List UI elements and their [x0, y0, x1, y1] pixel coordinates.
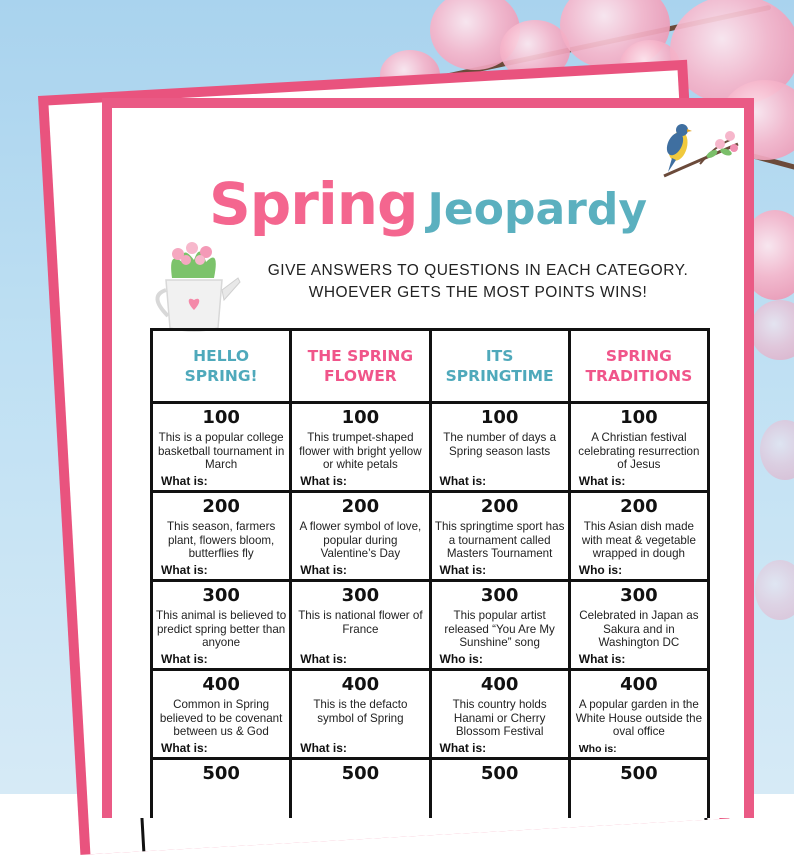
- question-cell: [569, 759, 708, 819]
- question-cell: [152, 670, 291, 759]
- clue-text: A Christian festival celebrating resurrection of Jesus: [578, 431, 700, 471]
- question-row: [152, 670, 709, 759]
- question-cell: [291, 759, 430, 819]
- answer-label: What is:: [439, 741, 487, 755]
- question-cell: [569, 670, 708, 759]
- question-cell: [569, 492, 708, 581]
- question-cell: [430, 581, 569, 670]
- instructions-line-1: GIVE ANSWERS TO QUESTIONS IN EACH CATEGORY.: [267, 262, 689, 279]
- question-cell: [152, 492, 291, 581]
- question-cell: [569, 403, 708, 492]
- point-value: 500: [202, 763, 240, 784]
- point-value: 400: [202, 674, 240, 695]
- clue-text: This animal is believed to predict spring better than anyone: [156, 609, 287, 649]
- clue-text: This is the defacto symbol of Spring: [313, 698, 408, 725]
- question-row: [152, 581, 709, 670]
- answer-label: What is:: [578, 652, 626, 666]
- answer-label: What is:: [439, 563, 487, 577]
- point-value: 500: [480, 763, 519, 784]
- point-value: 200: [480, 496, 519, 517]
- question-row: [152, 759, 709, 819]
- clue-text: This is a popular college basketball tournament in March: [157, 431, 285, 471]
- question-row: [152, 492, 709, 581]
- question-cell: [430, 759, 569, 819]
- worksheet: [102, 98, 754, 818]
- question-cell: [291, 581, 430, 670]
- answer-label: Who is:: [578, 743, 617, 755]
- question-cell: [152, 581, 291, 670]
- clue-text: This popular artist released “You Are My Sunshine” song: [444, 609, 555, 649]
- clue-text: This Asian dish made with meat & vegetable wrapped in dough: [581, 520, 696, 560]
- point-value: 400: [480, 674, 519, 695]
- clue-text: This country holds Hanami or Cherry Blossom Festival: [452, 698, 547, 738]
- answer-label: Who is:: [439, 652, 483, 666]
- point-value: 100: [202, 407, 240, 428]
- point-value: 300: [341, 585, 380, 606]
- answer-label: What is:: [161, 741, 208, 755]
- clue-text: This season, farmers plant, flowers bloom, butterflies fly: [167, 520, 276, 560]
- point-value: 300: [620, 585, 658, 606]
- point-value: 100: [341, 407, 380, 428]
- point-value: 200: [341, 496, 380, 517]
- question-row: [152, 403, 709, 492]
- category-header: THE SPRING FLOWER: [291, 330, 430, 403]
- title-word-jeopardy: Jeopardy: [427, 184, 648, 235]
- jeopardy-board: [150, 328, 710, 818]
- answer-label: What is:: [300, 741, 347, 755]
- point-value: 400: [620, 674, 658, 695]
- clue-text: This springtime sport has a tournament called Masters Tournament: [434, 520, 565, 560]
- question-cell: [430, 670, 569, 759]
- answer-label: What is:: [439, 474, 487, 488]
- question-cell: [291, 670, 430, 759]
- question-cell: [152, 403, 291, 492]
- answer-label: What is:: [578, 474, 626, 488]
- instructions: [240, 260, 716, 304]
- answer-label: What is:: [161, 474, 208, 488]
- clue-text: This trumpet-shaped flower with bright yellow or white petals: [299, 431, 422, 471]
- point-value: 300: [480, 585, 519, 606]
- question-cell: [430, 492, 569, 581]
- question-cell: [291, 492, 430, 581]
- answer-label: What is:: [161, 652, 208, 666]
- point-value: 500: [620, 763, 658, 784]
- clue-text: Common in Spring believed to be covenant between us & God: [159, 698, 283, 738]
- clue-text: The number of days a Spring season lasts: [443, 431, 557, 458]
- clue-text: A flower symbol of love, popular during Valentine’s Day: [299, 520, 422, 560]
- clue-text: This is national flower of France: [298, 609, 423, 636]
- title-word-spring: Spring: [208, 170, 418, 238]
- category-header: ITS SPRINGTIME: [430, 330, 569, 403]
- clue-text: A popular garden in the White House outside the oval office: [575, 698, 703, 738]
- answer-label: Who is:: [578, 563, 623, 577]
- question-cell: [152, 759, 291, 819]
- answer-label: What is:: [300, 563, 347, 577]
- point-value: 200: [202, 496, 240, 517]
- watering-can-icon: [142, 238, 242, 338]
- point-value: 200: [620, 496, 658, 517]
- answer-label: What is:: [161, 563, 208, 577]
- question-cell: [569, 581, 708, 670]
- category-header: SPRING TRADITIONS: [569, 330, 708, 403]
- point-value: 400: [341, 674, 380, 695]
- question-cell: [430, 403, 569, 492]
- answer-label: What is:: [300, 652, 347, 666]
- page-title: [112, 170, 744, 238]
- point-value: 100: [620, 407, 658, 428]
- answer-label: What is:: [300, 474, 347, 488]
- point-value: 500: [341, 763, 380, 784]
- question-cell: [291, 403, 430, 492]
- point-value: 100: [480, 407, 519, 428]
- category-header: HELLO SPRING!: [152, 330, 291, 403]
- clue-text: Celebrated in Japan as Sakura and in Washington DC: [579, 609, 699, 649]
- category-row: [152, 330, 709, 403]
- point-value: 300: [202, 585, 240, 606]
- instructions-line-2: WHOEVER GETS THE MOST POINTS WINS!: [308, 284, 648, 301]
